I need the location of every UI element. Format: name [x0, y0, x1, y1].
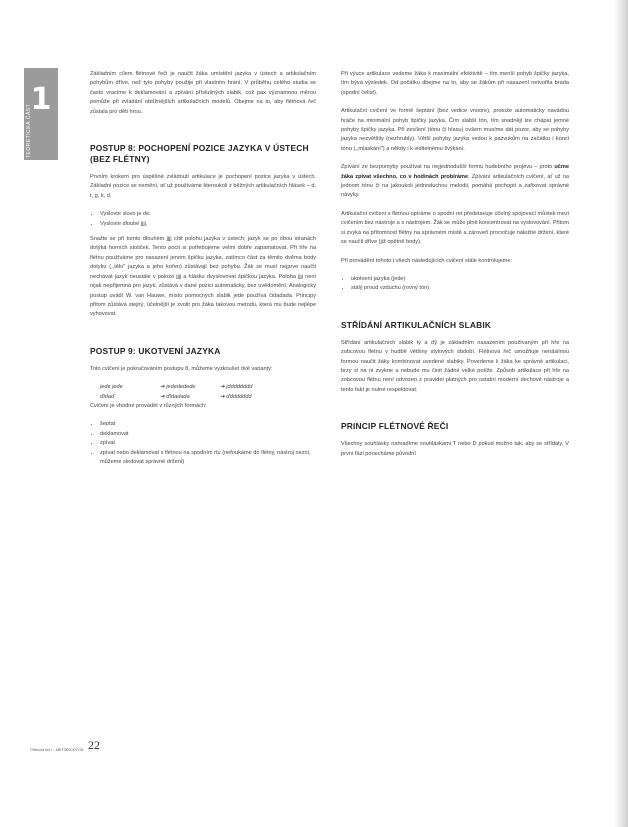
chapter-label: TEORETICKÁ ČÁST — [26, 103, 32, 158]
list-item: • deklamovat — [100, 430, 316, 439]
list-item: • šeptat — [100, 420, 316, 429]
example-cell: ďidaď — [100, 393, 115, 400]
list-item: • Vyslovte slovo je de. — [100, 210, 316, 219]
paragraph — [341, 163, 569, 201]
list-item: • zpívat — [100, 439, 316, 448]
example-cell: ➔ ďddddddd — [220, 393, 252, 400]
section-heading-stridani: STŘÍDÁNÍ ARTIKULAČNÍCH SLABIK — [341, 319, 492, 330]
paragraph: Všechny souhlásky nahradíme souhláskami T nebo D pokud možno tak, aby se střídaly. V první fázi ponecháme původní — [341, 441, 569, 457]
chapter-number: 1 — [30, 82, 52, 117]
paragraph: Střídání artikulačních slabik tý a ďý je základním nasazením používaným při hře na zobcovou flétnu v hudbě většiny stylových období. Flétnová řeč umožňuje nenásilnou formou naučit žáky kombinovat uvedené slabiky. Povedeme li žáka ke správné artikulaci, brzy si na ni zvykne a nebude mu činit žádné velké potíže. Způsob artikulace při hře na zobcovou flétnu není odvozen z pravidel platných pro ostatní moderní dechové nástroje a tento fakt je nutné respektovat. — [341, 339, 569, 393]
example-cell: jede jede — [100, 384, 123, 391]
paragraph: Artikulační cvičení ve formě šeptání (bez vedice vnoore), protože automaticky navádou hráče na minimální pohyb špičky jazyka. Čím slabší tón, tím snadněji lze chápat jemné pohyby špičky jazyka. Při zesílení (tónu či hlasu) ovšem musíme dát pozor, aby se pohyby jazyka nezvětšily (nezhrubly). Větší pohyby jazyka vedou k pazvukům na začátku i konci tónu (,,mlaskání") a někdy i k viditelnému žvýkání. — [341, 108, 569, 152]
paragraph: Při provádění tohoto i všech následujících cvičení stále kontrolujeme: — [341, 257, 513, 264]
list-item: • Vyslovte dlouhé jjjj. — [100, 220, 316, 229]
chapter-tab — [24, 68, 58, 160]
list-item: • ukotvení jazyka (jede) — [351, 275, 569, 284]
list-item: • zpívat nebo deklamovat s flétnou na spodním rtu (nefoukáme do flétny, nástroj nezní, můžeme sledovat správné držení) — [100, 449, 316, 468]
paragraph: Toto cvičení je pokračováním postupu 8, můžeme vyzkoušet dvě varianty: — [90, 365, 273, 372]
bold-text-run: učme žáka zpívat všechno, co v hodinách probíráme — [341, 164, 569, 180]
page-number: 22 — [88, 738, 100, 752]
section-heading-postup-9: POSTUP 9: UKOTVENÍ JAZYKA — [90, 345, 221, 356]
bullet-list — [341, 275, 569, 294]
paragraph: Cvičení je vhodné provádět v různých formách: — [90, 402, 207, 409]
bullet-list — [90, 210, 316, 229]
footer-label: Flétnová řeč I – METODICKÝ DÍL — [30, 748, 84, 752]
intro-paragraph: Základním cílem flétnové řeči je naučit žáka umístění jazyka v ústech a artikulačním pohybům dříve, než tyto pohyby použije při vlastním hraní. V průběhu celého studia se často vracíme k deklamování a zpívání příslušných slabik, což pax významnou měrou pomůže při zvládání obtížnějších artikulačních modelů. Obejme na to, aby flétnová řeč zůstala pro děti hrou. — [90, 71, 316, 115]
example-cell: ➔ jdddddddd — [220, 384, 253, 391]
bullet-list — [90, 420, 316, 467]
section-heading-princip: PRINCIP FLÉTNOVÉ ŘEČI — [341, 421, 449, 432]
right-column — [341, 70, 569, 468]
paragraph: Při výuce artikulace vedeme žáka k maximální efektivitě – tím menší pohyb špičky jazyka, tím bývá výsledek. Od počátku dbejme na to, aby se žákům při nasazení netvořila brada (spodní čelist). — [341, 71, 569, 96]
example-cell: ➔ ďidadada — [160, 393, 190, 400]
page-edge-shadow — [614, 0, 628, 827]
left-column — [90, 70, 316, 473]
page-footer — [28, 738, 100, 753]
text-run: . Zpívání artikulačních cvičení, ať už na jednom tónu či na jakoukoli jednoduchou melodii, pomáhá pochopit a zafixovat správné návyky. — [341, 173, 569, 199]
paragraph: Snažte se při tomto dlouhém jjjj cítit polohu jazyka v ústech; jazyk se po obou stranách dotýká horních stoliček. Tento pocit si potřebujeme velmi dobře zapamatovat. Při hře na flétnu používáme pro nasazení jenom špičku jazyka, zatímco část za těmito dvěma body dotyku (,,tělo" jazyka a jeho kořen) zůstávají bez pohybu. Žák se musí nejprve naučit nechávat jazyk neustále v poloze jjjj a hlásku dvyslovovat špičkou jazyka. Poloha jjjj není nijak nepřijemná pro jazyk, zůstává v dané pozici automaticky, bez uvědomění. Analogický postup uvádí W. van Hauwe, místo pomocných slabik jede používá čidadada. Principy přitom zůstává stejný, účelnější je zvolit pro žáka takovou metodu, která mu bude nejlépe vyhovovat. — [90, 236, 316, 318]
paragraph: Artikulační cvičení s flétnou opíráme o spodní ret představuje účelný spojovací můstek mezi cvičením bez nástroje a s nástrojem. Žák se může plně koncentrovat na vyslovování. Přitom si zvyká na přítomnost flétny na správném místě a zároveň procvičuje náležité držení, které se naučil dříve (již opětně body). — [341, 210, 569, 246]
section-heading-postup-8: POSTUP 8: POCHOPENÍ POZICE JAZYKA V ÚSTECH (BEZ FLÉTNY) — [90, 143, 309, 165]
list-item: • stálý proud vzduchu (rovný tón) — [351, 284, 569, 293]
paragraph: Prvním krokem pro úspěšné zvládnutí artikulace je pochopení pozice jazyka v ústech. Základní pozice se nemění, ať už používáme kteroukoli z běžných artikulačních hlásek – d, t, g, k, d. — [90, 174, 316, 199]
text-run: Zpívání ze bezpomyby používat na nejjednodušší formu hudebního projevu – proto — [341, 164, 555, 171]
example-cell: ➔ jedededede — [160, 384, 196, 391]
example-grid — [100, 383, 316, 402]
